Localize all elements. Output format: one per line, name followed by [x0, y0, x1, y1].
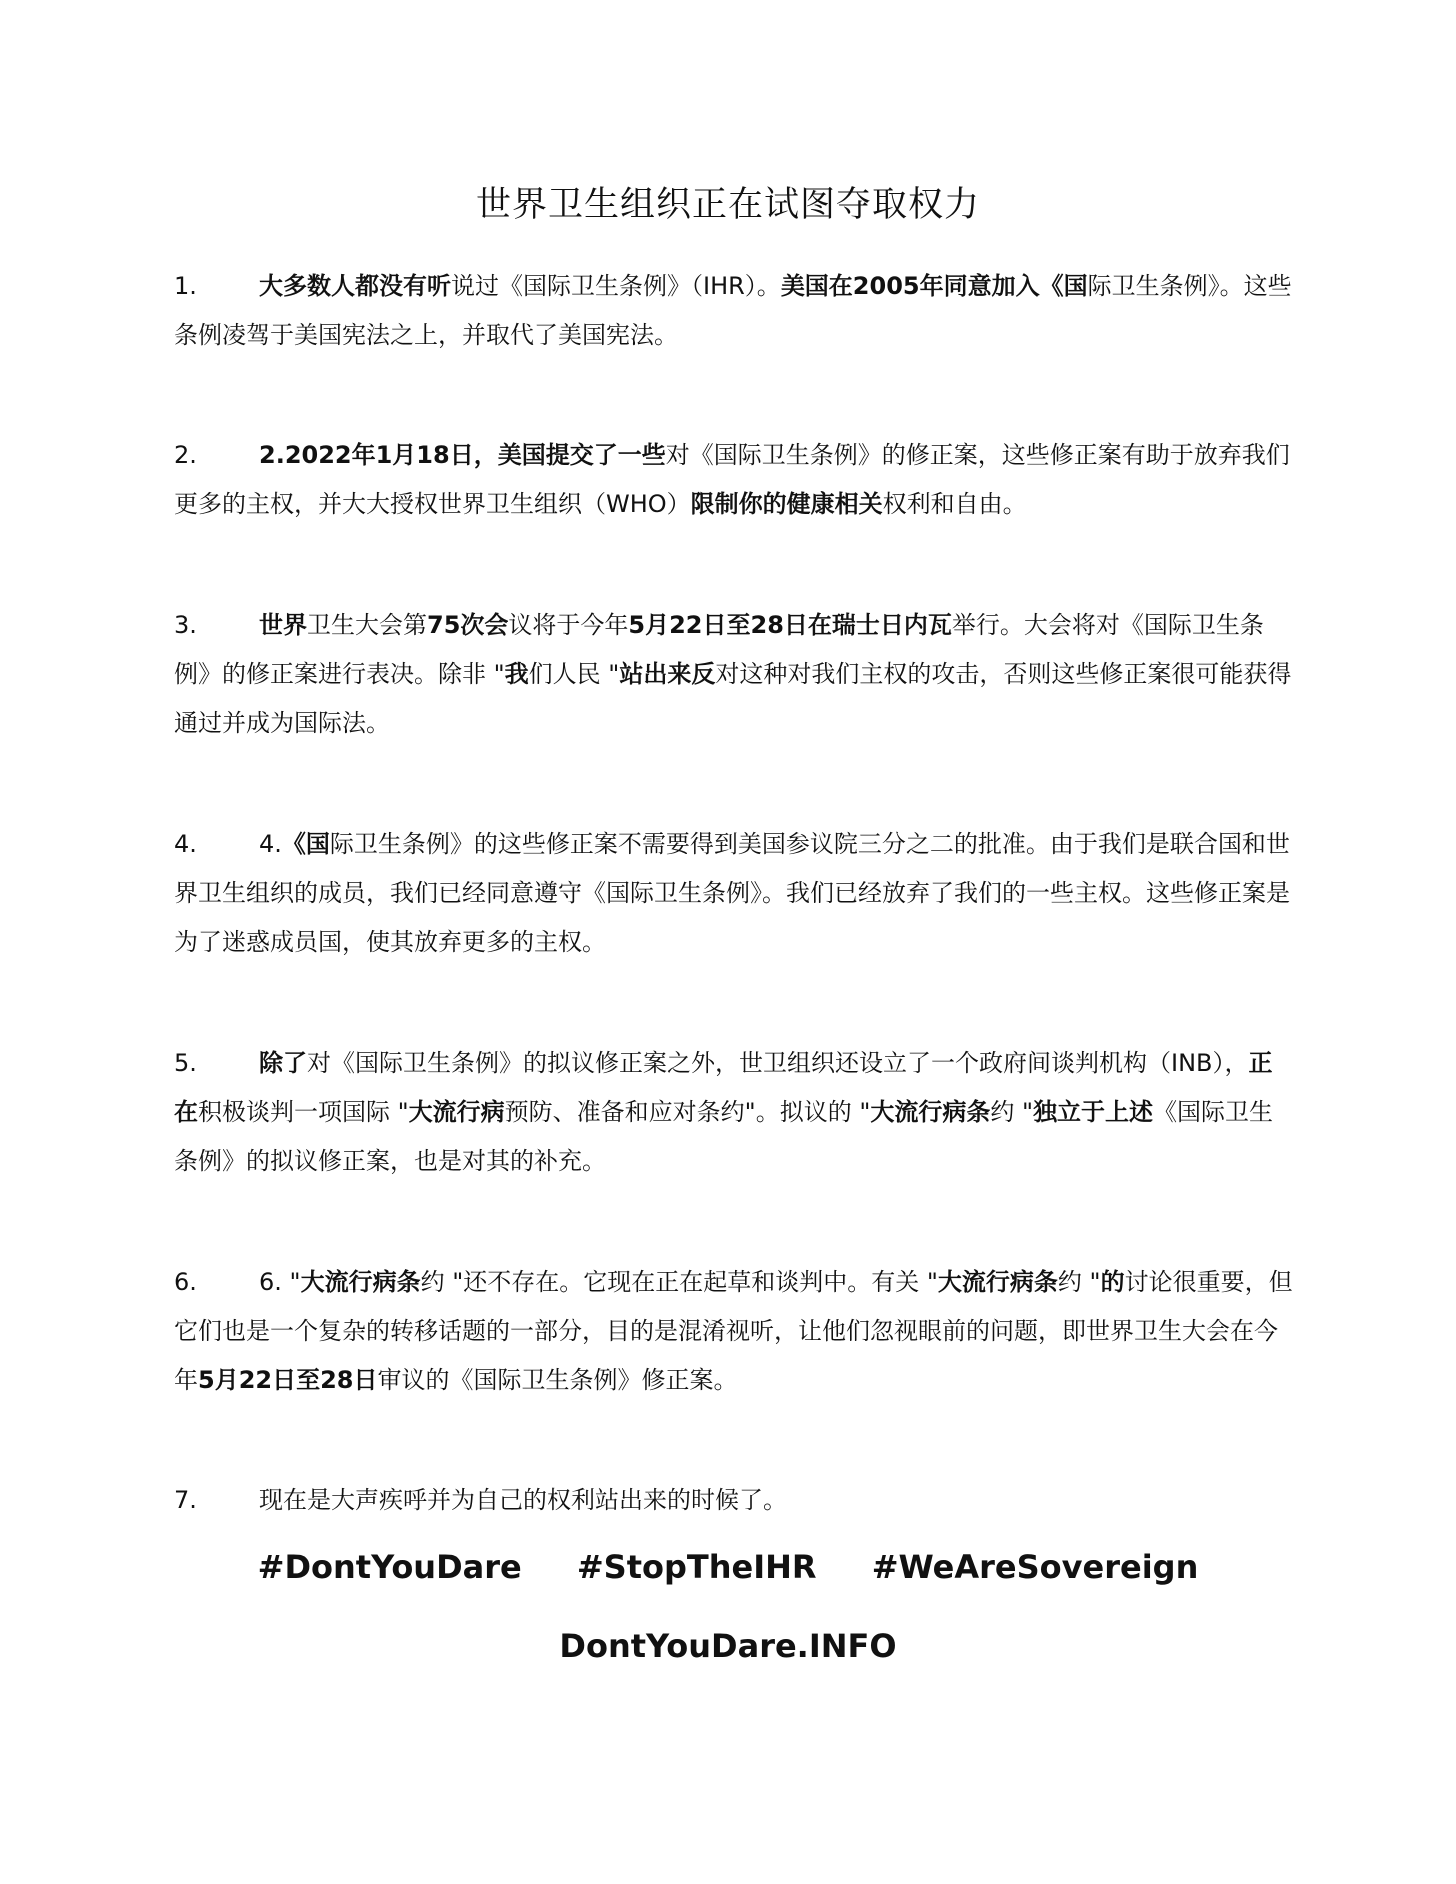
bold-text: 美国在2005年同意加入《国 [780, 272, 1088, 300]
hashtag-stoptheihr: #StopTheIHR [576, 1548, 817, 1586]
bold-text: 5月22日至28日在瑞士日内瓦 [628, 611, 952, 639]
bold-text: 除了 [259, 1049, 307, 1077]
item-number: 3. [174, 611, 197, 639]
text-span: 对这种对我们主权的攻击，否则这些修正案很可能获得通过并成为国际法。 [174, 660, 1292, 737]
text-span: 议将于今年 [508, 611, 629, 639]
list-item-2 [174, 431, 1294, 529]
text-span: 预防、准备和应对条约"。拟议的 " [504, 1098, 871, 1126]
text-span: 《国际卫生条例》的拟议修正案，也是对其的补充。 [174, 1098, 1274, 1175]
item-number: 7. [174, 1486, 197, 1514]
bold-text: 大流行病条 [300, 1268, 421, 1296]
list-item-3 [174, 601, 1294, 748]
item-number: 2. [174, 441, 197, 469]
bold-text: 我 [504, 660, 529, 688]
text-span: 6. " [259, 1268, 301, 1296]
text-span: 际卫生条例》的这些修正案不需要得到美国参议院三分之二的批准。由于我们是联合国和世界卫生组织的成员，我们已经同意遵守《国际卫生条例》。我们已经放弃了我们的一些主权。这些修正案是为了迷惑成员国，使其放弃更多的主权。 [174, 830, 1290, 956]
item-number: 5. [174, 1049, 197, 1077]
bold-text: 世界 [259, 611, 307, 639]
item-number: 1. [174, 272, 197, 300]
bold-text: 大流行病条 [870, 1098, 991, 1126]
website-link[interactable]: DontYouDare.INFO [559, 1627, 897, 1665]
item-text [174, 431, 1294, 529]
item-text [174, 262, 1294, 360]
hashtag-line [0, 1545, 1456, 1589]
item-text [174, 1039, 1294, 1186]
text-span: 际卫生条例》。这些条例凌驾于美国宪法之上，并取代了美国宪法。 [174, 272, 1292, 349]
bold-text: 大流行病条 [937, 1268, 1058, 1296]
text-span: 约 "还不存在。它现在正在起草和谈判中。有关 " [420, 1268, 938, 1296]
bold-text: 大多数人都没有听 [259, 272, 451, 300]
item-text [174, 820, 1294, 967]
list-item-6 [174, 1258, 1294, 1405]
list-item-4 [174, 820, 1294, 967]
bold-text: 的 [1100, 1268, 1125, 1296]
bold-text: 限制你的健康相关 [690, 490, 883, 518]
text-span: 们人民 " [528, 660, 620, 688]
text-span: 权利和自由。 [882, 490, 1027, 518]
text-span: 积极谈判一项国际 " [198, 1098, 409, 1126]
text-span: 讨论很重要，但它们也是一个复杂的转移话题的一部分，目的是混淆视听，让他们忽视眼前的问题，即世界卫生大会在今年 [174, 1268, 1293, 1394]
list-item-7 [174, 1476, 1294, 1525]
item-text [174, 1258, 1294, 1405]
list-item-1 [174, 262, 1294, 360]
text-span: 现在是大声疾呼并为自己的权利站出来的时候了。 [259, 1486, 787, 1514]
item-number: 4. [174, 830, 197, 858]
text-span: 约 " [990, 1098, 1034, 1126]
bold-text: 正在 [174, 1049, 1273, 1126]
text-span: 约 " [1057, 1268, 1101, 1296]
text-span: 4. [259, 830, 282, 858]
bold-text: 75次会 [427, 611, 509, 639]
text-span: 卫生大会第 [307, 611, 427, 639]
text-span: 对《国际卫生条例》的拟议修正案之外，世卫组织还设立了一个政府间谈判机构（INB）， [307, 1049, 1249, 1077]
item-text [174, 601, 1294, 748]
bold-text: 大流行病 [408, 1098, 505, 1126]
text-span: 审议的《国际卫生条例》修正案。 [377, 1366, 738, 1394]
bold-text: 独立于上述 [1033, 1098, 1154, 1126]
item-text [174, 1476, 1294, 1525]
page-title: 世界卫生组织正在试图夺取权力 [475, 185, 980, 225]
text-span: 对《国际卫生条例》的修正案，这些修正案有助于放弃我们更多的主权，并大大授权世界卫生组织（WHO） [174, 441, 1290, 518]
hashtag-wearesovereign: #WeAreSovereign [871, 1548, 1199, 1586]
text-span: 说过《国际卫生条例》（IHR）。 [451, 272, 781, 300]
item-number: 6. [174, 1268, 197, 1296]
list-item-5 [174, 1039, 1294, 1186]
hashtag-dontyoudare: #DontYouDare [257, 1548, 522, 1586]
bold-text: 《国 [281, 830, 330, 858]
bold-text: 5月22日至28日 [198, 1366, 378, 1394]
text-span: 举行。大会将对《国际卫生条例》的修正案进行表决。除非 " [174, 611, 1264, 688]
bold-text: 2.2022年1月18日，美国提交了一些 [259, 441, 666, 469]
bold-text: 站出来反 [619, 660, 716, 688]
